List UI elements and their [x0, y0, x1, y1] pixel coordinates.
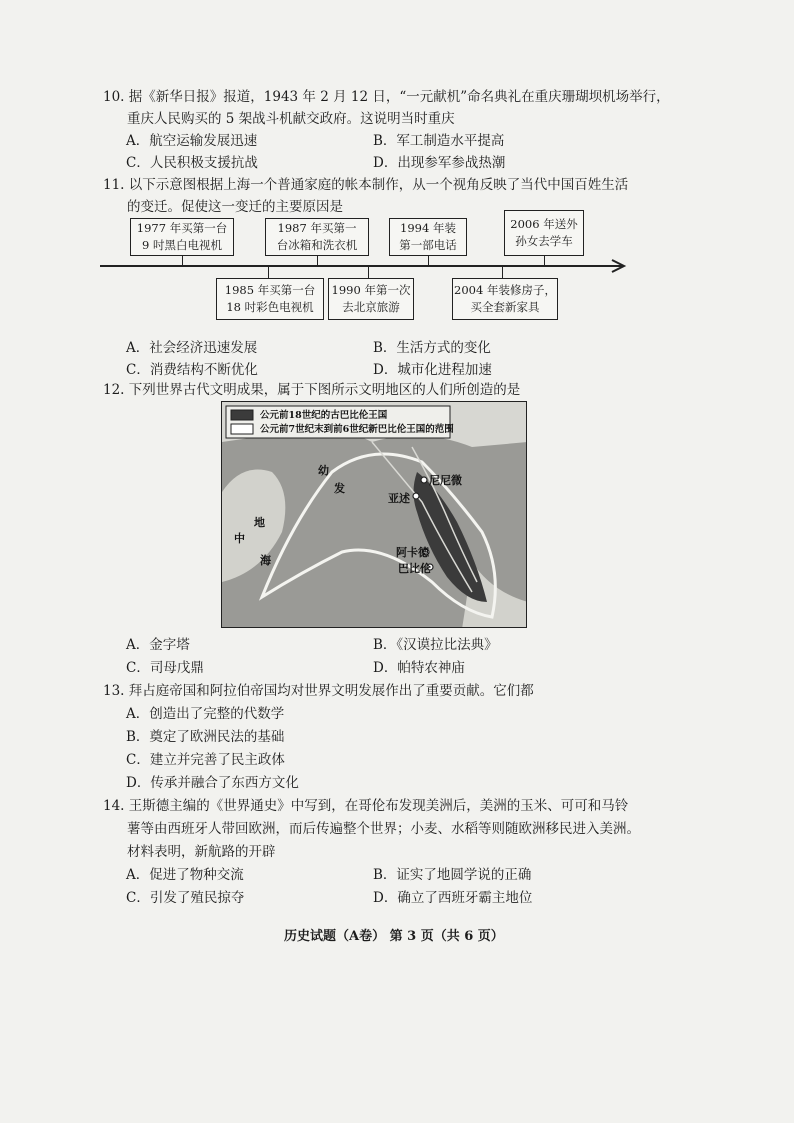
q10-stem-line2: 重庆人民购买的 5 架战斗机献交政府。这说明当时重庆: [127, 111, 455, 127]
timeline-event-1977: [130, 218, 234, 256]
q11-option-a: A．社会经济迅速发展: [126, 340, 258, 356]
event-text: 1985 年买第一台: [224, 283, 316, 297]
q12-option-b: B．《汉谟拉比法典》: [373, 637, 498, 653]
q12-option-d: D．帕特农神庙: [373, 660, 465, 676]
map-graphic: [222, 402, 527, 628]
q10-stem-line1: 10. 据《新华日报》报道，1943 年 2 月 12 日，“一元献机”命名典礼在重庆珊瑚坝机场举行，: [103, 89, 670, 105]
legend-old-babylon: 公元前18世纪的古巴比伦王国: [260, 410, 388, 421]
event-text: 9 吋黑白电视机: [142, 238, 222, 252]
timeline-event-2004: [452, 278, 558, 320]
q11-option-d: D．城市化进程加速: [373, 362, 492, 378]
timeline-event-2006: [504, 210, 584, 256]
timeline-tick: [268, 266, 269, 278]
q14-option-d: D．确立了西班牙霸主地位: [373, 890, 533, 906]
event-text: 1994 年装: [400, 221, 456, 235]
timeline-event-1990: [328, 278, 414, 320]
timeline-tick: [502, 266, 503, 278]
timeline-event-1985: [216, 278, 324, 320]
event-text: 第一部电话: [399, 238, 457, 252]
page-footer: 历史试题（A卷） 第 3 页（共 6 页）: [284, 929, 504, 944]
event-text: 2006 年送外: [510, 217, 578, 231]
timeline-event-1987: [265, 218, 369, 256]
label-di: 地: [254, 516, 265, 529]
q13-stem: 13. 拜占庭帝国和阿拉伯帝国均对世界文明发展作出了重要贡献。它们都: [103, 683, 534, 699]
q10-option-d: D．出现参军参战热潮: [373, 155, 506, 171]
label-zhong: 中: [234, 532, 245, 545]
q14-option-c: C．引发了殖民掠夺: [126, 890, 245, 906]
event-text: 孙女去学车: [515, 234, 573, 248]
timeline-event-1994: [389, 218, 467, 256]
q11-stem-line1: 11. 以下示意图根据上海一个普通家庭的帐本制作，从一个视角反映了当代中国百姓生活: [103, 177, 629, 193]
q14-stem-line2: 薯等由西班牙人带回欧洲，而后传遍整个世界；小麦、水稻等则随欧洲移民进入美洲。: [127, 821, 640, 837]
event-text: 2004 年装修房子，: [454, 283, 556, 297]
q11-option-b: B．生活方式的变化: [373, 340, 491, 356]
q12-map: [221, 401, 527, 628]
event-text: 1987 年买第一: [277, 221, 357, 235]
q12-option-c: C．司母戊鼎: [126, 660, 204, 676]
event-text: 1977 年买第一台: [136, 221, 228, 235]
q14-option-b: B．证实了地圆学说的正确: [373, 867, 532, 883]
label-hai: 海: [260, 554, 271, 567]
timeline-tick: [182, 256, 183, 266]
event-text: 台冰箱和洗衣机: [276, 238, 358, 252]
event-text: 1990 年第一次: [331, 283, 411, 297]
q10-option-c: C．人民积极支援抗战: [126, 155, 258, 171]
q14-stem-line1: 14. 王斯德主编的《世界通史》中写到，在哥伦布发现美洲后，美洲的玉米、可可和马铃: [103, 798, 629, 814]
q12-option-a: A．金字塔: [126, 637, 190, 653]
event-text: 18 吋彩色电视机: [226, 300, 314, 314]
q10-option-a: A．航空运输发展迅速: [126, 133, 258, 149]
q14-option-a: A．促进了物种交流: [126, 867, 244, 883]
timeline-tick: [317, 256, 318, 266]
q11-option-c: C．消费结构不断优化: [126, 362, 258, 378]
q14-stem-line3: 材料表明，新航路的开辟: [127, 844, 276, 860]
timeline-tick: [428, 256, 429, 266]
label-wu: 幼: [318, 464, 329, 477]
q11-stem-line2: 的变迁。促使这一变迁的主要原因是: [127, 199, 343, 215]
q13-option-a: A．创造出了完整的代数学: [126, 706, 285, 722]
q13-option-b: B．奠定了欧洲民法的基础: [126, 729, 285, 745]
label-ninive: 尼尼微: [429, 474, 462, 487]
timeline-tick: [544, 256, 545, 266]
q13-option-d: D．传承并融合了东西方文化: [126, 775, 299, 791]
q13-option-c: C．建立并完善了民主政体: [126, 752, 285, 768]
q12-stem: 12. 下列世界古代文明成果，属于下图所示文明地区的人们所创造的是: [103, 382, 521, 398]
label-assur: 亚述: [388, 492, 410, 505]
legend-neo-babylon: 公元前7世纪末到前6世纪新巴比伦王国的范围: [260, 424, 454, 435]
q10-option-b: B．军工制造水平提高: [373, 133, 505, 149]
label-fa: 发: [334, 482, 345, 495]
label-babylon: 巴比伦: [398, 562, 431, 575]
timeline-tick: [368, 266, 369, 278]
label-akkad: 阿卡德: [396, 546, 429, 559]
event-text: 买全套新家具: [470, 300, 540, 314]
event-text: 去北京旅游: [342, 300, 400, 314]
